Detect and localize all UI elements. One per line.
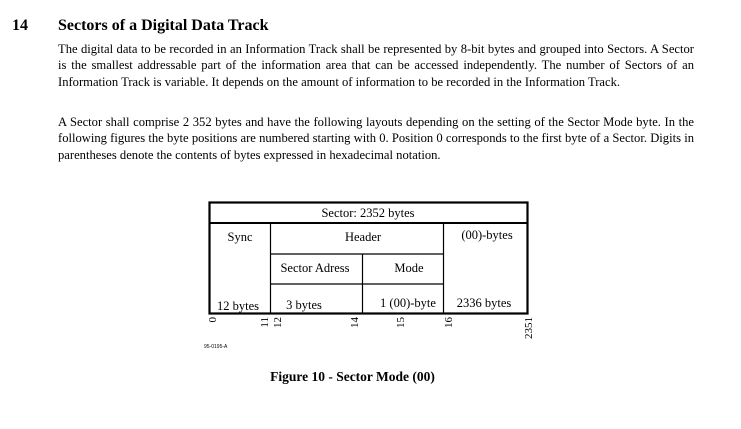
header-label: Header (344, 230, 382, 244)
data-size: 2336 bytes (456, 296, 512, 310)
position-16: 16 (443, 317, 455, 328)
figure-caption: Figure 10 - Sector Mode (00) (270, 369, 435, 384)
data-label: (00)-bytes (461, 228, 513, 242)
figure-id: 95-0195-A (204, 344, 228, 350)
paragraph-1: The digital data to be recorded in an Information Track shall be represented by 8-bit bytes and grouped into Sectors. A Sector is the smallest addressable part of the information area that can be accessed independently. The number of Sectors of an Information Track is variable. It depends on the amount of information to be recorded in the Information Track. (58, 42, 694, 89)
mode-size: 1 (00)-byte (380, 296, 436, 310)
position-11: 11 (259, 317, 271, 328)
paragraph-2: A Sector shall comprise 2 352 bytes and have the following layouts depending on the setting of the Sector Mode byte. In the following figures the byte positions are numbered starting with 0. Position 0 corresponds to the first byte of a Sector. Digits in parentheses denote the contents of bytes expressed in hexadecimal notation. (58, 115, 694, 162)
section-title: Sectors of a Digital Data Track (58, 17, 269, 34)
sync-size: 12 bytes (216, 299, 260, 313)
sector-address-size: 3 bytes (286, 298, 322, 312)
position-15: 15 (395, 317, 407, 328)
position-14: 14 (349, 317, 361, 328)
sector-label: Sector: 2352 bytes (321, 206, 415, 220)
sync-label: Sync (227, 230, 253, 244)
position-2351: 2351 (523, 317, 535, 339)
position-0: 0 (207, 317, 219, 323)
mode-label: Mode (394, 261, 424, 275)
section-number: 14 (12, 17, 28, 34)
sector-address-label: Sector Adress (280, 261, 350, 275)
position-12: 12 (272, 317, 284, 328)
